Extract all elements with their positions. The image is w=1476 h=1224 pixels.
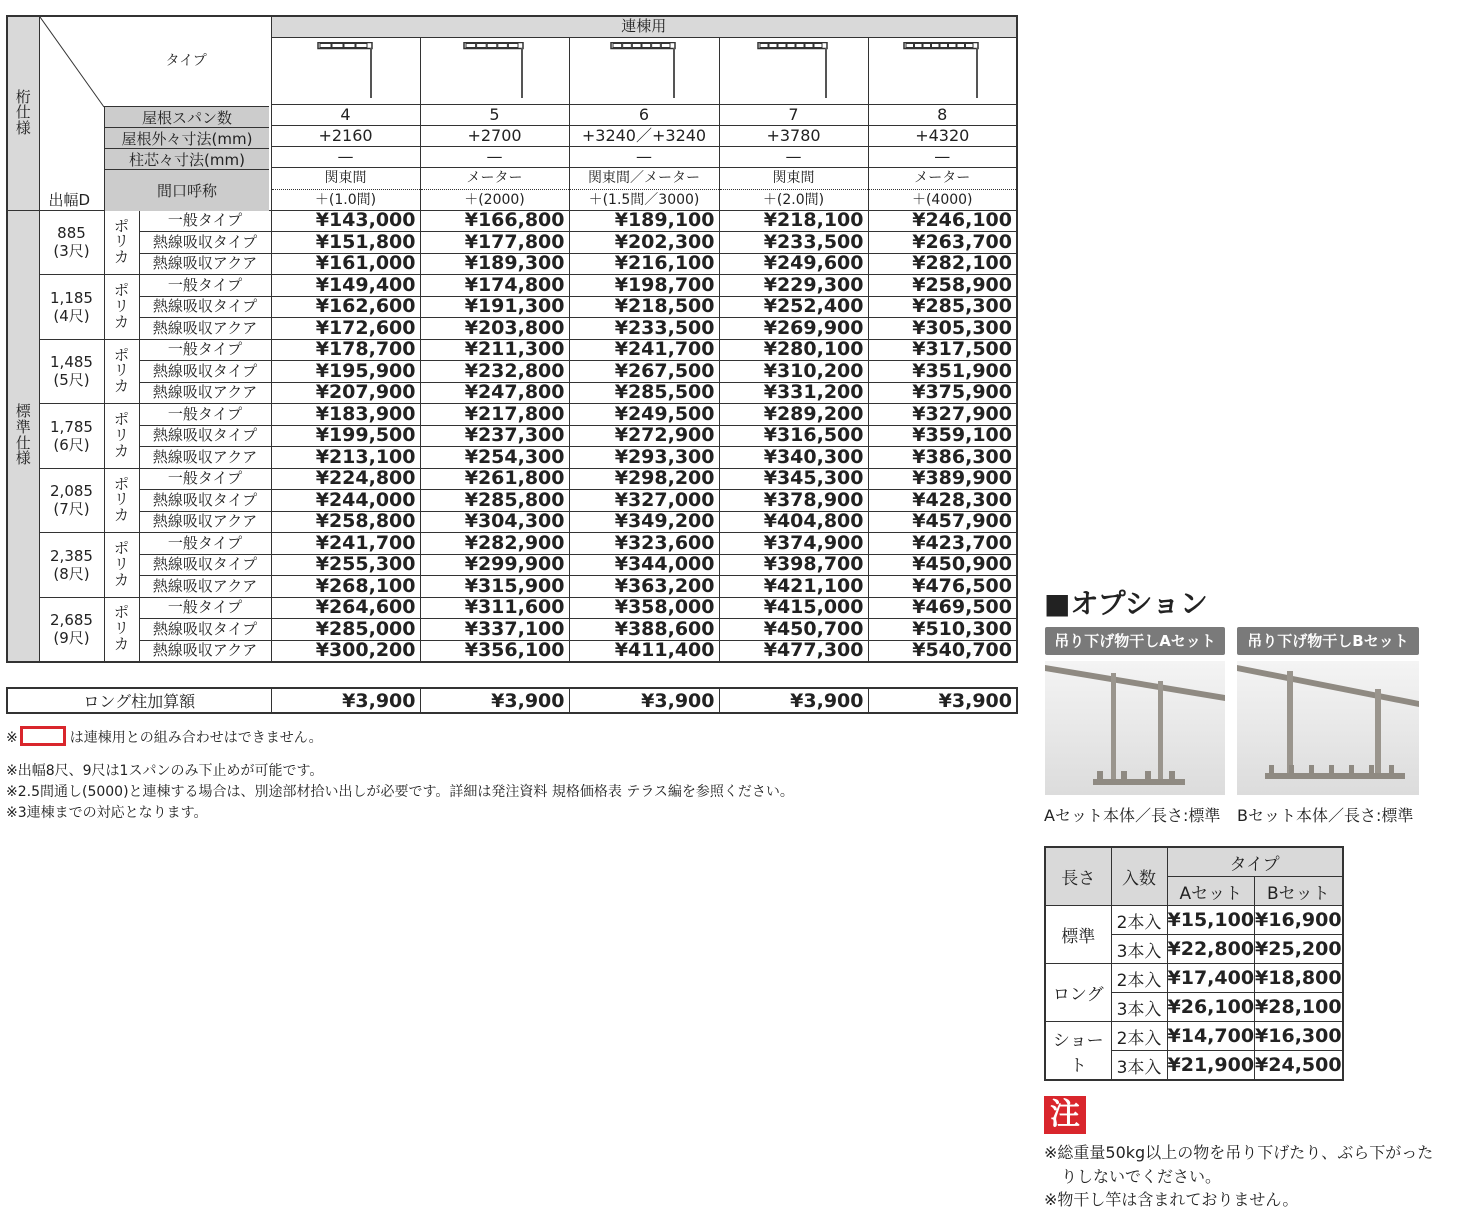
type-name: 熱線吸収タイプ <box>139 425 271 447</box>
opt-h-length: 長さ <box>1045 847 1111 906</box>
a-set-photo <box>1045 661 1225 795</box>
type-name: 一般タイプ <box>139 404 271 426</box>
maguchi-cell <box>719 167 868 210</box>
price-cell: ¥258,900 <box>868 275 1017 297</box>
tag-b-set: 吊り下げ物干しBセット <box>1237 627 1419 655</box>
price-cell: ¥191,300 <box>420 296 569 318</box>
price-cell: ¥213,100 <box>271 447 420 469</box>
opt-price-a: ¥26,100 <box>1167 993 1255 1022</box>
price-cell: ¥252,400 <box>719 296 868 318</box>
price-cell: ¥404,800 <box>719 511 868 533</box>
price-cell: ¥241,700 <box>271 533 420 555</box>
note-1: ※出幅8尺、9尺は1スパンのみ下止めが可能です。 <box>6 763 324 779</box>
price-cell: ¥540,700 <box>868 640 1017 662</box>
price-cell: ¥389,900 <box>868 468 1017 490</box>
opt-length: ロング <box>1045 964 1111 1022</box>
maguchi-top: 関東間 <box>272 168 420 190</box>
price-cell: ¥510,300 <box>868 619 1017 641</box>
material-label: ポリカ <box>104 275 139 340</box>
price-cell: ¥249,600 <box>719 253 868 275</box>
price-cell: ¥237,300 <box>420 425 569 447</box>
price-cell: ¥217,800 <box>420 404 569 426</box>
header-pillar-value: — <box>868 146 1017 167</box>
roof-type-icon <box>903 42 981 102</box>
width-value: 2,685 (9尺) <box>39 597 104 662</box>
price-cell: ¥311,600 <box>420 597 569 619</box>
price-cell: ¥177,800 <box>420 232 569 254</box>
width-label: 出幅D <box>48 191 91 209</box>
type-name: 熱線吸収アクア <box>139 382 271 404</box>
opt-price-a: ¥14,700 <box>1167 1022 1255 1051</box>
option-price-table <box>1044 846 1344 1081</box>
price-cell: ¥285,500 <box>569 382 719 404</box>
price-cell: ¥344,000 <box>569 554 719 576</box>
price-cell: ¥249,500 <box>569 404 719 426</box>
price-cell: ¥428,300 <box>868 490 1017 512</box>
price-cell: ¥359,100 <box>868 425 1017 447</box>
type-label: タイプ <box>165 53 207 69</box>
price-cell: ¥218,100 <box>719 210 868 232</box>
price-cell: ¥293,300 <box>569 447 719 469</box>
price-cell: ¥203,800 <box>420 318 569 340</box>
opt-price-b: ¥16,900 <box>1255 906 1343 935</box>
opt-price-a: ¥21,900 <box>1167 1051 1255 1081</box>
type-name: 一般タイプ <box>139 533 271 555</box>
roof-type-icon <box>463 42 526 102</box>
price-cell: ¥282,100 <box>868 253 1017 275</box>
type-name: 熱線吸収アクア <box>139 253 271 275</box>
long-pillar-price: ¥3,900 <box>271 688 420 713</box>
opt-qty: 2本入 <box>1111 964 1167 993</box>
width-value: 1,185 (4尺) <box>39 275 104 340</box>
renmune-header: 連棟用 <box>271 16 1017 37</box>
price-cell: ¥450,900 <box>868 554 1017 576</box>
price-cell: ¥244,000 <box>271 490 420 512</box>
price-cell: ¥323,600 <box>569 533 719 555</box>
type-name: 一般タイプ <box>139 275 271 297</box>
price-cell: ¥224,800 <box>271 468 420 490</box>
a-set-caption: Aセット本体／長さ:標準 <box>1044 806 1221 825</box>
header-pillar-value: — <box>271 146 420 167</box>
price-cell: ¥198,700 <box>569 275 719 297</box>
header-pillar-value: — <box>569 146 719 167</box>
price-cell: ¥411,400 <box>569 640 719 662</box>
type-name: 一般タイプ <box>139 597 271 619</box>
price-cell: ¥195,900 <box>271 361 420 383</box>
roof-type-icon <box>610 42 678 102</box>
price-cell: ¥218,500 <box>569 296 719 318</box>
price-cell: ¥199,500 <box>271 425 420 447</box>
long-pillar-price: ¥3,900 <box>420 688 569 713</box>
price-cell: ¥211,300 <box>420 339 569 361</box>
warning-note-1: ※総重量50kg以上の物を吊り下げたり、ぶら下がった <box>1044 1143 1434 1162</box>
header-outer-value: +3780 <box>719 125 868 146</box>
opt-price-b: ¥24,500 <box>1255 1051 1343 1081</box>
option-title: ■オプション <box>1044 587 1208 620</box>
opt-price-a: ¥22,800 <box>1167 935 1255 964</box>
price-cell: ¥264,600 <box>271 597 420 619</box>
price-cell: ¥310,200 <box>719 361 868 383</box>
price-cell: ¥304,300 <box>420 511 569 533</box>
price-cell: ¥254,300 <box>420 447 569 469</box>
opt-h-qty: 入数 <box>1111 847 1167 906</box>
material-label: ポリカ <box>104 339 139 404</box>
type-name: 熱線吸収タイプ <box>139 361 271 383</box>
price-cell: ¥151,800 <box>271 232 420 254</box>
opt-price-a: ¥15,100 <box>1167 906 1255 935</box>
price-cell: ¥207,900 <box>271 382 420 404</box>
price-cell: ¥285,000 <box>271 619 420 641</box>
b-set-caption: Bセット本体／長さ:標準 <box>1237 806 1414 825</box>
price-cell: ¥241,700 <box>569 339 719 361</box>
price-cell: ¥285,300 <box>868 296 1017 318</box>
material-label: ポリカ <box>104 210 139 275</box>
opt-h-a: Aセット <box>1167 877 1255 906</box>
header-outer-value: +2160 <box>271 125 420 146</box>
type-name: 熱線吸収アクア <box>139 640 271 662</box>
type-name: 熱線吸収タイプ <box>139 296 271 318</box>
note-2: ※2.5間通し(5000)と連棟する場合は、別途部材拾い出しが必要です。詳細は発注資料 規格価格表 テラス編を参照ください。 <box>6 784 794 800</box>
header-pillar-value: — <box>420 146 569 167</box>
price-cell: ¥268,100 <box>271 576 420 598</box>
maguchi-bottom: ＋(2.0間) <box>762 191 825 208</box>
price-cell: ¥477,300 <box>719 640 868 662</box>
price-cell: ¥162,600 <box>271 296 420 318</box>
long-pillar-price: ¥3,900 <box>719 688 868 713</box>
maguchi-bottom: ＋(1.0間) <box>314 191 377 208</box>
price-cell: ¥356,100 <box>420 640 569 662</box>
price-cell: ¥388,600 <box>569 619 719 641</box>
header-outer-value: +2700 <box>420 125 569 146</box>
price-cell: ¥351,900 <box>868 361 1017 383</box>
long-pillar-price: ¥3,900 <box>868 688 1017 713</box>
price-cell: ¥247,800 <box>420 382 569 404</box>
header-outer-value: +3240／+3240 <box>569 125 719 146</box>
type-name: 一般タイプ <box>139 339 271 361</box>
side-label-top: 桁仕様 <box>7 16 39 210</box>
price-cell: ¥374,900 <box>719 533 868 555</box>
opt-price-b: ¥18,800 <box>1255 964 1343 993</box>
maguchi-top: メーター <box>421 168 569 190</box>
price-cell: ¥232,800 <box>420 361 569 383</box>
material-label: ポリカ <box>104 404 139 469</box>
price-cell: ¥340,300 <box>719 447 868 469</box>
price-cell: ¥289,200 <box>719 404 868 426</box>
price-cell: ¥269,900 <box>719 318 868 340</box>
red-box-legend <box>20 726 66 746</box>
price-cell: ¥261,800 <box>420 468 569 490</box>
price-cell: ¥398,700 <box>719 554 868 576</box>
price-cell: ¥349,200 <box>569 511 719 533</box>
warning-note-2: ※物干し竿は含まれておりません。 <box>1044 1190 1299 1209</box>
opt-qty: 3本入 <box>1111 993 1167 1022</box>
red-mark-note <box>6 726 323 747</box>
header-span-value: 5 <box>420 104 569 125</box>
price-cell: ¥305,300 <box>868 318 1017 340</box>
material-label: ポリカ <box>104 597 139 662</box>
price-cell: ¥233,500 <box>569 318 719 340</box>
long-pillar-price: ¥3,900 <box>569 688 719 713</box>
price-cell: ¥378,900 <box>719 490 868 512</box>
type-name: 熱線吸収タイプ <box>139 619 271 641</box>
maguchi-top: 関東間／メーター <box>570 168 719 190</box>
price-cell: ¥327,000 <box>569 490 719 512</box>
price-cell: ¥469,500 <box>868 597 1017 619</box>
price-cell: ¥298,200 <box>569 468 719 490</box>
price-cell: ¥263,700 <box>868 232 1017 254</box>
label-pillar: 柱芯々寸法(mm) <box>104 148 269 169</box>
price-cell: ¥421,100 <box>719 576 868 598</box>
opt-price-a: ¥17,400 <box>1167 964 1255 993</box>
opt-h-type: タイプ <box>1167 847 1343 877</box>
width-value: 2,085 (7尺) <box>39 468 104 533</box>
b-set-photo <box>1237 661 1417 795</box>
roof-type-icon <box>317 42 375 102</box>
header-span-value: 6 <box>569 104 719 125</box>
price-cell: ¥315,900 <box>420 576 569 598</box>
price-cell: ¥202,300 <box>569 232 719 254</box>
tag-a-set: 吊り下げ物干しAセット <box>1045 627 1225 655</box>
warning-mark: 注 <box>1044 1096 1086 1134</box>
price-cell: ¥331,200 <box>719 382 868 404</box>
price-cell: ¥299,900 <box>420 554 569 576</box>
price-cell: ¥189,300 <box>420 253 569 275</box>
maguchi-cell <box>420 167 569 210</box>
price-cell: ¥285,800 <box>420 490 569 512</box>
price-cell: ¥174,800 <box>420 275 569 297</box>
width-value: 2,385 (8尺) <box>39 533 104 598</box>
price-cell: ¥183,900 <box>271 404 420 426</box>
maguchi-cell <box>569 167 719 210</box>
price-cell: ¥143,000 <box>271 210 420 232</box>
roof-icon-cell <box>868 37 1017 104</box>
opt-length: ショート <box>1045 1022 1111 1081</box>
price-cell: ¥363,200 <box>569 576 719 598</box>
price-cell: ¥255,300 <box>271 554 420 576</box>
header-span-value: 4 <box>271 104 420 125</box>
label-span-count: 屋根スパン数 <box>104 106 269 127</box>
type-name: 熱線吸収タイプ <box>139 490 271 512</box>
material-label: ポリカ <box>104 533 139 598</box>
price-cell: ¥476,500 <box>868 576 1017 598</box>
price-cell: ¥300,200 <box>271 640 420 662</box>
price-cell: ¥375,900 <box>868 382 1017 404</box>
price-cell: ¥258,800 <box>271 511 420 533</box>
opt-h-b: Bセット <box>1255 877 1343 906</box>
header-outer-value: +4320 <box>868 125 1017 146</box>
material-label: ポリカ <box>104 468 139 533</box>
price-cell: ¥246,100 <box>868 210 1017 232</box>
width-value: 885 (3尺) <box>39 210 104 275</box>
price-cell: ¥337,100 <box>420 619 569 641</box>
maguchi-top: 関東間 <box>720 168 868 190</box>
price-cell: ¥229,300 <box>719 275 868 297</box>
type-name: 熱線吸収アクア <box>139 447 271 469</box>
type-name: 一般タイプ <box>139 468 271 490</box>
opt-price-b: ¥25,200 <box>1255 935 1343 964</box>
price-cell: ¥161,000 <box>271 253 420 275</box>
maguchi-bottom: ＋(2000) <box>464 191 525 208</box>
roof-icon-cell <box>420 37 569 104</box>
header-span-value: 8 <box>868 104 1017 125</box>
price-cell: ¥272,900 <box>569 425 719 447</box>
type-name: 熱線吸収タイプ <box>139 232 271 254</box>
label-outer: 屋根外々寸法(mm) <box>104 127 269 148</box>
warning-note-1-cont: りしないでください。 <box>1061 1167 1222 1186</box>
note-mark: ※ <box>6 730 18 746</box>
price-cell: ¥450,700 <box>719 619 868 641</box>
price-cell: ¥423,700 <box>868 533 1017 555</box>
price-cell: ¥386,300 <box>868 447 1017 469</box>
type-name: 熱線吸収アクア <box>139 318 271 340</box>
roof-icon-cell <box>569 37 719 104</box>
maguchi-cell <box>271 167 420 210</box>
header-span-value: 7 <box>719 104 868 125</box>
note-3: ※3連棟までの対応となります。 <box>6 805 208 821</box>
opt-length: 標準 <box>1045 906 1111 964</box>
width-value: 1,485 (5尺) <box>39 339 104 404</box>
price-cell: ¥415,000 <box>719 597 868 619</box>
price-cell: ¥358,000 <box>569 597 719 619</box>
roof-icon-cell <box>271 37 420 104</box>
roof-type-icon <box>757 42 830 102</box>
price-cell: ¥172,600 <box>271 318 420 340</box>
price-cell: ¥189,100 <box>569 210 719 232</box>
opt-qty: 2本入 <box>1111 906 1167 935</box>
maguchi-bottom: ＋(1.5間／3000) <box>588 191 700 208</box>
maguchi-bottom: ＋(4000) <box>911 191 973 208</box>
type-name: 熱線吸収アクア <box>139 511 271 533</box>
price-cell: ¥316,500 <box>719 425 868 447</box>
price-cell: ¥317,500 <box>868 339 1017 361</box>
long-pillar-label: ロング柱加算額 <box>7 688 271 713</box>
type-name: 熱線吸収アクア <box>139 576 271 598</box>
opt-qty: 3本入 <box>1111 935 1167 964</box>
opt-qty: 3本入 <box>1111 1051 1167 1081</box>
maguchi-top: メーター <box>869 168 1017 190</box>
price-cell: ¥345,300 <box>719 468 868 490</box>
price-cell: ¥166,800 <box>420 210 569 232</box>
price-cell: ¥216,100 <box>569 253 719 275</box>
price-cell: ¥280,100 <box>719 339 868 361</box>
maguchi-cell <box>868 167 1017 210</box>
side-label-bottom: 標準仕様 <box>7 210 39 662</box>
long-pillar-table <box>6 687 1018 714</box>
width-value: 1,785 (6尺) <box>39 404 104 469</box>
type-name: 一般タイプ <box>139 210 271 232</box>
label-maguchi: 間口呼称 <box>104 169 269 211</box>
header-pillar-value: — <box>719 146 868 167</box>
price-cell: ¥267,500 <box>569 361 719 383</box>
opt-price-b: ¥28,100 <box>1255 993 1343 1022</box>
type-name: 熱線吸収タイプ <box>139 554 271 576</box>
price-cell: ¥457,900 <box>868 511 1017 533</box>
price-cell: ¥233,500 <box>719 232 868 254</box>
price-cell: ¥149,400 <box>271 275 420 297</box>
note-text: は連棟用との組み合わせはできません。 <box>69 730 323 746</box>
opt-qty: 2本入 <box>1111 1022 1167 1051</box>
roof-icon-cell <box>719 37 868 104</box>
price-cell: ¥282,900 <box>420 533 569 555</box>
price-cell: ¥327,900 <box>868 404 1017 426</box>
opt-price-b: ¥16,300 <box>1255 1022 1343 1051</box>
price-cell: ¥178,700 <box>271 339 420 361</box>
